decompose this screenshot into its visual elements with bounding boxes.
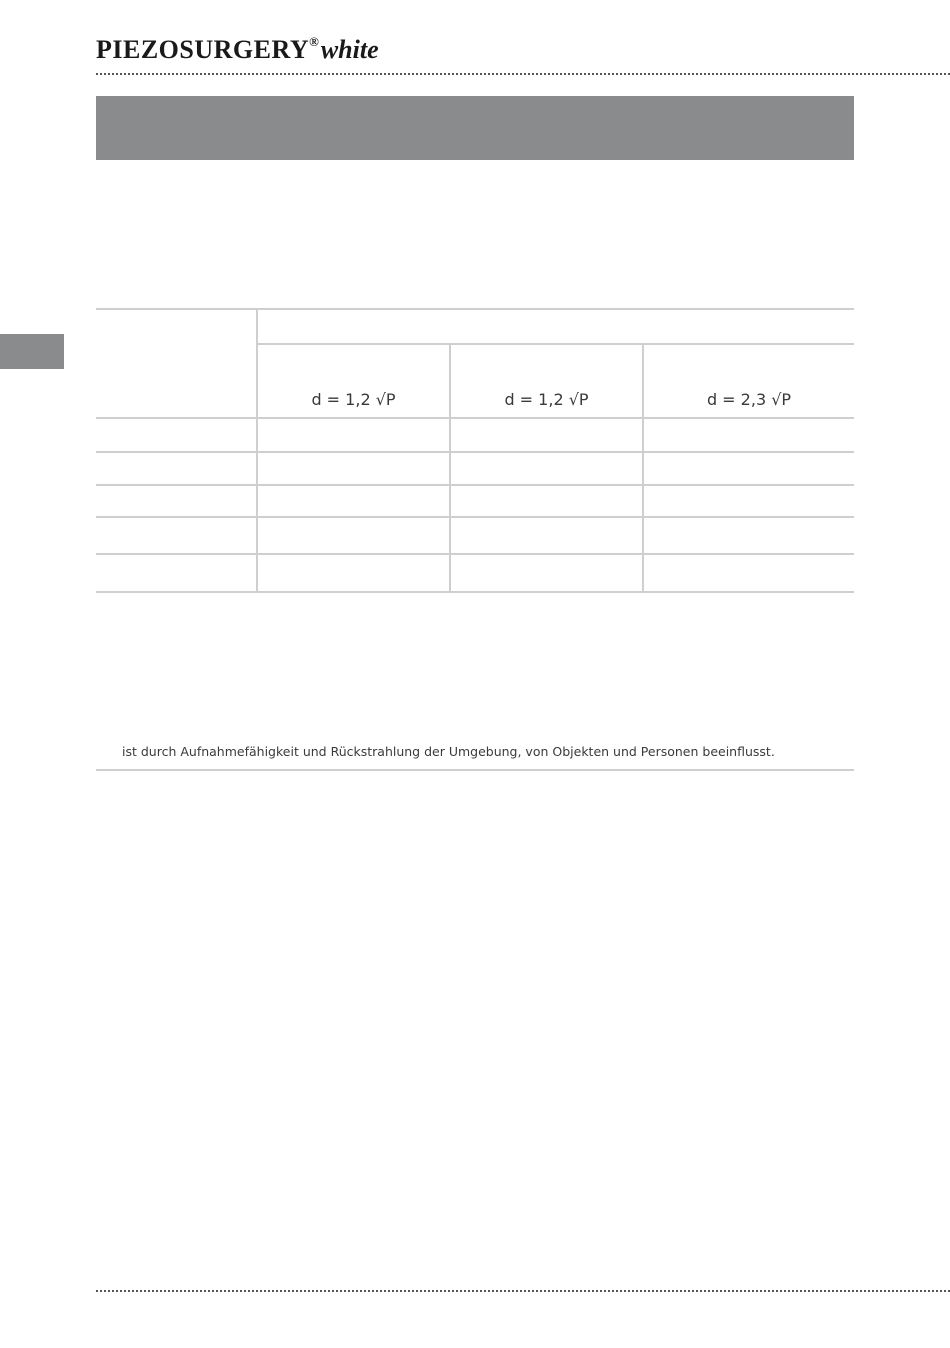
table-row-divider bbox=[96, 484, 854, 486]
table-bottom-border bbox=[96, 591, 854, 593]
footnote-text: ist durch Aufnahmefähigkeit und Rückstrahlung der Umgebung, von Objekten und Personen beeinflusst. bbox=[122, 744, 775, 759]
section-banner bbox=[96, 96, 854, 160]
chapter-tab-marker bbox=[0, 334, 64, 369]
table-header-bottom-border bbox=[96, 417, 854, 419]
footer-dotted-divider bbox=[96, 1290, 950, 1292]
footnote-divider bbox=[96, 769, 854, 771]
header-dotted-divider bbox=[96, 73, 950, 75]
table-header-formula: d = 1,2 √P bbox=[504, 390, 589, 409]
table-row-divider bbox=[96, 451, 854, 453]
table-row-divider bbox=[96, 516, 854, 518]
table-column-divider bbox=[449, 344, 451, 592]
table-header-formula: d = 1,2 √P bbox=[311, 390, 396, 409]
table-header-formula: d = 2,3 √P bbox=[706, 390, 792, 409]
table-column-divider bbox=[256, 309, 258, 592]
brand-logo bbox=[96, 34, 379, 74]
registered-mark: ® bbox=[309, 34, 319, 49]
model-name: white bbox=[320, 35, 379, 64]
brand-name: PIEZOSURGERY bbox=[96, 35, 310, 64]
table-subheader-line bbox=[258, 343, 854, 345]
table-column-divider bbox=[642, 344, 644, 592]
table-top-border bbox=[96, 308, 854, 310]
table-row-divider bbox=[96, 553, 854, 555]
